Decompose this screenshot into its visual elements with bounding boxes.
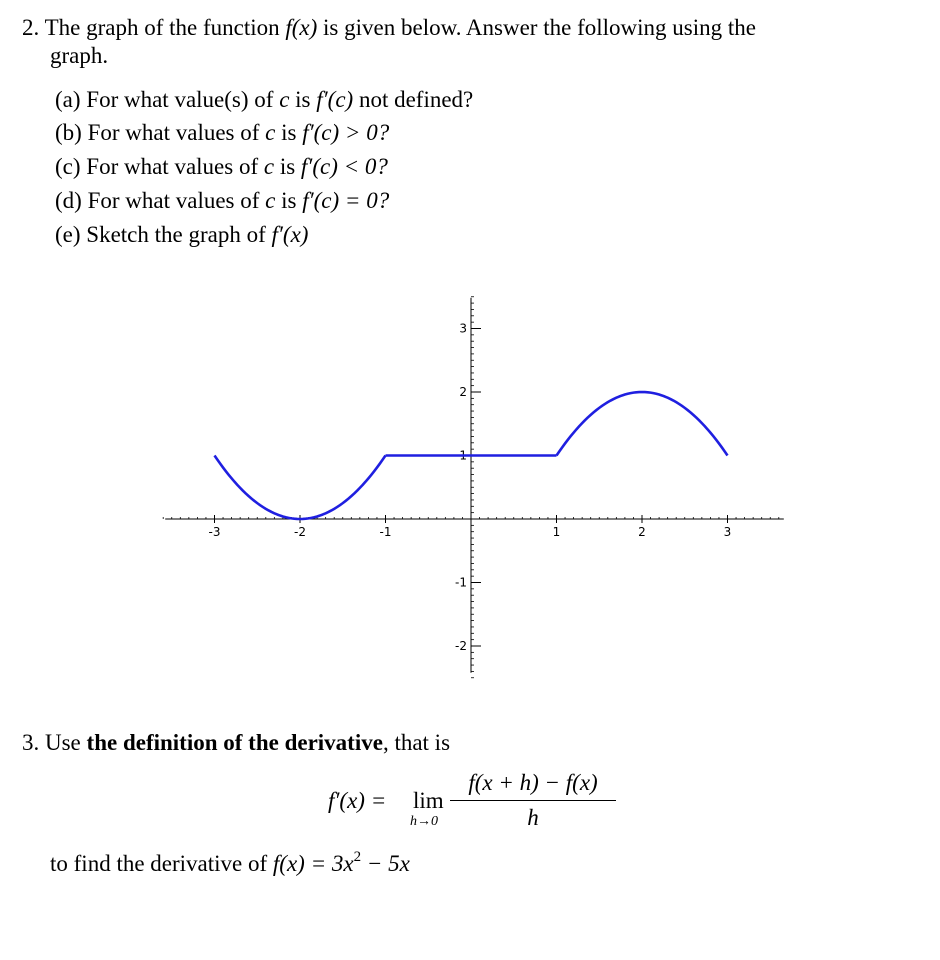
tick-marks xyxy=(163,297,779,678)
part-text: For what values of xyxy=(87,120,260,145)
formula-lim: lim xyxy=(413,788,444,813)
problem-3-text: , that is xyxy=(382,730,451,755)
part-label: (d) xyxy=(55,188,82,213)
formula-denominator: h xyxy=(527,805,539,830)
intro-text: is given below. Answer the following using the xyxy=(323,15,756,40)
problem-number: 2. xyxy=(22,15,40,40)
y-tick-label: -1 xyxy=(455,575,467,590)
part-var: c xyxy=(263,154,275,179)
x-tick-label: 3 xyxy=(723,525,732,539)
part-label: (a) xyxy=(55,87,81,112)
part-text: is xyxy=(279,154,296,179)
formula-numerator: f(x + h) − f(x) xyxy=(468,770,598,795)
target-function-base: f(x) = 3x xyxy=(272,851,354,876)
x-tick-label: -3 xyxy=(208,525,221,539)
part-expr: f′(c) xyxy=(316,87,354,112)
part-text: Sketch the graph of xyxy=(86,222,266,247)
target-function-exponent: 2 xyxy=(353,849,362,865)
formula-lhs: f′(x) = xyxy=(328,788,387,813)
part-var: c xyxy=(279,87,290,112)
part-expr: f′(c) > 0? xyxy=(302,120,390,145)
axes xyxy=(165,298,784,673)
x-tick-label: -1 xyxy=(379,525,392,539)
part-label: (c) xyxy=(55,154,81,179)
curve-segment xyxy=(557,392,728,456)
part-text: is xyxy=(295,87,311,112)
y-tick-label: 1 xyxy=(459,448,467,463)
y-tick-label: 2 xyxy=(459,385,467,399)
part-expr: f′(x) xyxy=(271,222,309,247)
part-label: (b) xyxy=(55,120,82,145)
intro-text: graph. xyxy=(50,43,109,68)
part-text: For what value(s) of xyxy=(86,87,274,112)
function-name: f(x) xyxy=(285,15,318,40)
part-text: not defined? xyxy=(358,87,474,112)
formula-fraction xyxy=(450,770,616,831)
intro-text: The graph of the function xyxy=(44,15,280,40)
part-text: is xyxy=(281,120,297,145)
formula-lim-subscript: h→0 xyxy=(410,814,438,829)
part-var: c xyxy=(265,188,276,213)
x-tick-label: 1 xyxy=(552,525,561,539)
part-text: is xyxy=(281,188,297,213)
problem-3-text: to find the derivative of xyxy=(50,851,268,876)
problem-3-text: Use xyxy=(45,730,81,755)
part-expr: f′(c) = 0? xyxy=(302,188,390,213)
part-expr: f′(c) < 0? xyxy=(300,154,388,179)
x-tick-label: 2 xyxy=(638,525,646,539)
problem-number: 3. xyxy=(22,730,40,755)
target-function xyxy=(273,851,410,876)
emphasis-text: the definition of the derivative xyxy=(86,730,383,755)
target-function-rest: − 5x xyxy=(361,851,410,876)
tick-labels xyxy=(209,322,732,654)
y-tick-label: 3 xyxy=(459,321,467,336)
y-tick-label: -2 xyxy=(455,639,467,653)
part-var: c xyxy=(265,120,276,145)
x-tick-label: -2 xyxy=(294,525,306,539)
curve-segment xyxy=(215,456,386,520)
fraction-bar xyxy=(450,800,616,801)
part-text: For what values of xyxy=(86,154,259,179)
problem-3-task xyxy=(50,848,410,878)
problem-3-statement xyxy=(22,729,450,757)
part-text: For what values of xyxy=(87,188,260,213)
part-label: (e) xyxy=(55,222,81,247)
